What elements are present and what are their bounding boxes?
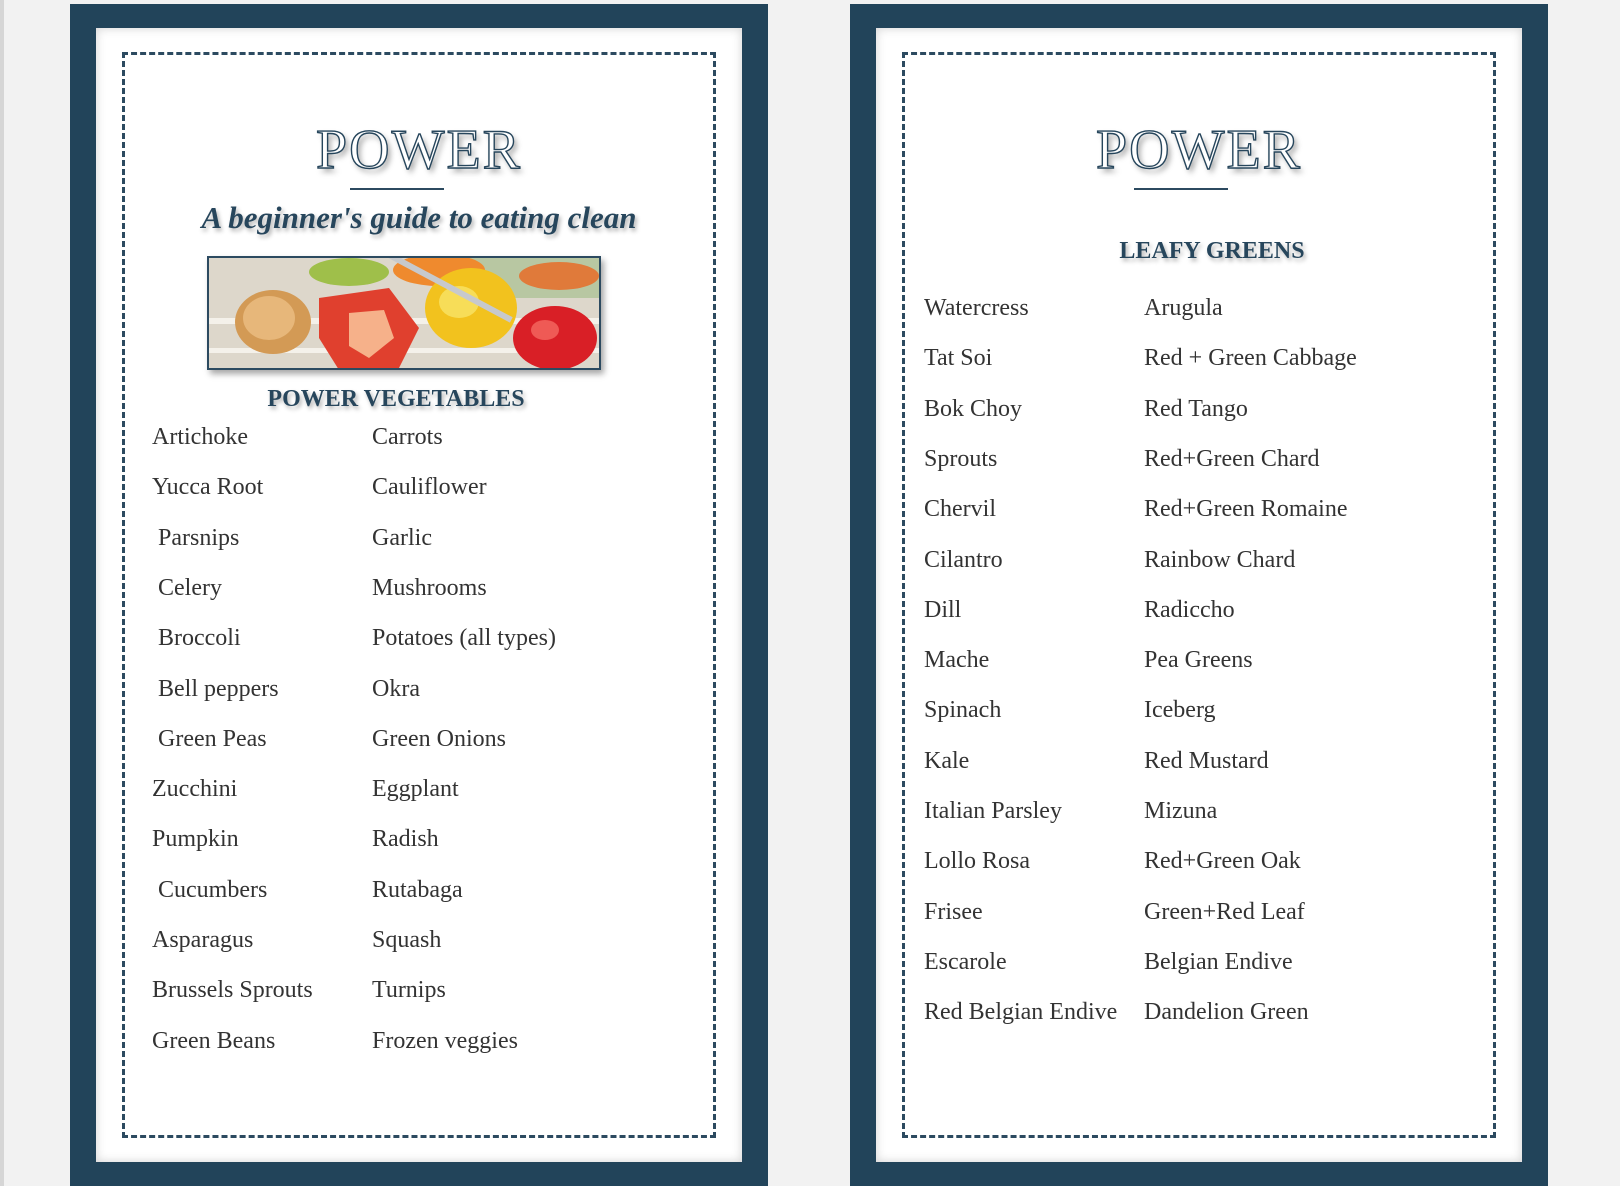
left-card-column-1-item: Celery	[158, 574, 222, 601]
left-card-column-2-item: Okra	[372, 675, 420, 702]
left-card-column-1-item: Brussels Sprouts	[152, 977, 313, 1004]
right-card-column-2-item: Arugula	[1144, 295, 1223, 321]
left-card-column-1-item: Broccoli	[158, 625, 241, 652]
right-section-heading: LEAFY GREENS	[1119, 238, 1305, 264]
right-card-column-2-item: Red Mustard	[1144, 747, 1269, 774]
right-card-column-1-item: Spinach	[924, 697, 1002, 724]
right-card-column-1-item: Frisee	[924, 898, 983, 925]
right-card-column-2-item: Rainbow Chard	[1144, 546, 1296, 573]
left-card-column-2-item: Garlic	[372, 524, 432, 551]
right-card-column-2-item: Red + Green Cabbage	[1144, 345, 1357, 372]
left-card-column-1-item: Cucumbers	[158, 876, 268, 903]
right-card-column-1-item: Kale	[924, 747, 970, 774]
left-card-column-1-item: Bell peppers	[158, 675, 279, 702]
left-card-column-2-item: Turnips	[372, 977, 446, 1004]
left-card-column-1-item: Green Peas	[158, 725, 267, 752]
right-card-column-2-item: Red Tango	[1144, 395, 1248, 422]
right-card-column-1-item: Italian Parsley	[924, 798, 1062, 824]
right-card-column-2-item: Red+Green Romaine	[1144, 496, 1348, 523]
right-card-title: POWER	[1096, 119, 1302, 181]
left-card-column-2-item: Radish	[372, 826, 439, 853]
left-section-heading: POWER VEGETABLES	[267, 386, 525, 412]
left-card-column-1-item: Zucchini	[152, 776, 238, 803]
vegetables-photo	[207, 256, 601, 370]
left-card-column-1-item: Green Beans	[152, 1027, 276, 1054]
left-card-title-rule	[350, 188, 444, 190]
left-card-subtitle: A beginner's guide to eating clean	[201, 200, 637, 235]
right-card-column-1-item: Watercress	[924, 295, 1029, 321]
right-card-column-2-item: Red+Green Chard	[1144, 445, 1320, 472]
left-card-column-2-item: Eggplant	[372, 776, 459, 803]
right-card-column-1-item: Chervil	[924, 496, 996, 523]
right-card-column-1-item: Lollo Rosa	[924, 848, 1030, 875]
left-card-column-1-item: Asparagus	[152, 927, 254, 953]
left-card-column-2-item: Green Onions	[372, 725, 506, 752]
left-card	[70, 4, 768, 1186]
right-card-sheet	[876, 28, 1522, 1162]
right-card-column-2-item: Pea Greens	[1144, 647, 1253, 674]
right-card-column-1-item: Red Belgian Endive	[924, 999, 1118, 1026]
right-card-column-2-item: Belgian Endive	[1144, 948, 1293, 975]
right-card-column-2-item: Green+Red Leaf	[1144, 898, 1305, 925]
left-card-column-2-item: Rutabaga	[372, 876, 463, 903]
left-card-column-1-item: Artichoke	[152, 424, 248, 450]
left-card-column-1-item: Pumpkin	[152, 826, 239, 853]
right-card-column-1-item: Sprouts	[924, 445, 998, 472]
right-card-column-2-item: Iceberg	[1144, 697, 1216, 724]
left-card-column-2-item: Carrots	[372, 424, 443, 450]
right-card	[850, 4, 1548, 1186]
left-card-column-2-item: Cauliflower	[372, 474, 487, 501]
right-card-column-2-item: Radiccho	[1144, 596, 1235, 623]
left-card-column-1-item: Parsnips	[158, 524, 240, 551]
right-card-column-2-item: Red+Green Oak	[1144, 848, 1301, 875]
left-card-column-2-item: Squash	[372, 927, 442, 953]
right-card-column-2-item: Mizuna	[1144, 798, 1218, 824]
right-card-column-1-item: Mache	[924, 647, 990, 674]
left-card-column-2-item: Frozen veggies	[372, 1027, 518, 1054]
left-card-column-2-item: Mushrooms	[372, 574, 487, 601]
right-card-column-1-item: Bok Choy	[924, 395, 1023, 422]
left-card-title: POWER	[316, 119, 522, 181]
left-card-sheet	[96, 28, 742, 1162]
right-card-column-1-item: Cilantro	[924, 546, 1003, 573]
left-card-column-1-item: Yucca Root	[152, 474, 264, 501]
right-card-column-1-item: Dill	[924, 596, 962, 623]
right-card-column-1-item: Tat Soi	[924, 345, 993, 372]
right-card-title-rule	[1134, 188, 1228, 190]
right-card-column-2-item: Dandelion Green	[1144, 999, 1309, 1026]
left-card-column-2-item: Potatoes (all types)	[372, 625, 556, 652]
right-card-column-1-item: Escarole	[924, 948, 1007, 975]
vegetables-illustration	[209, 258, 601, 370]
